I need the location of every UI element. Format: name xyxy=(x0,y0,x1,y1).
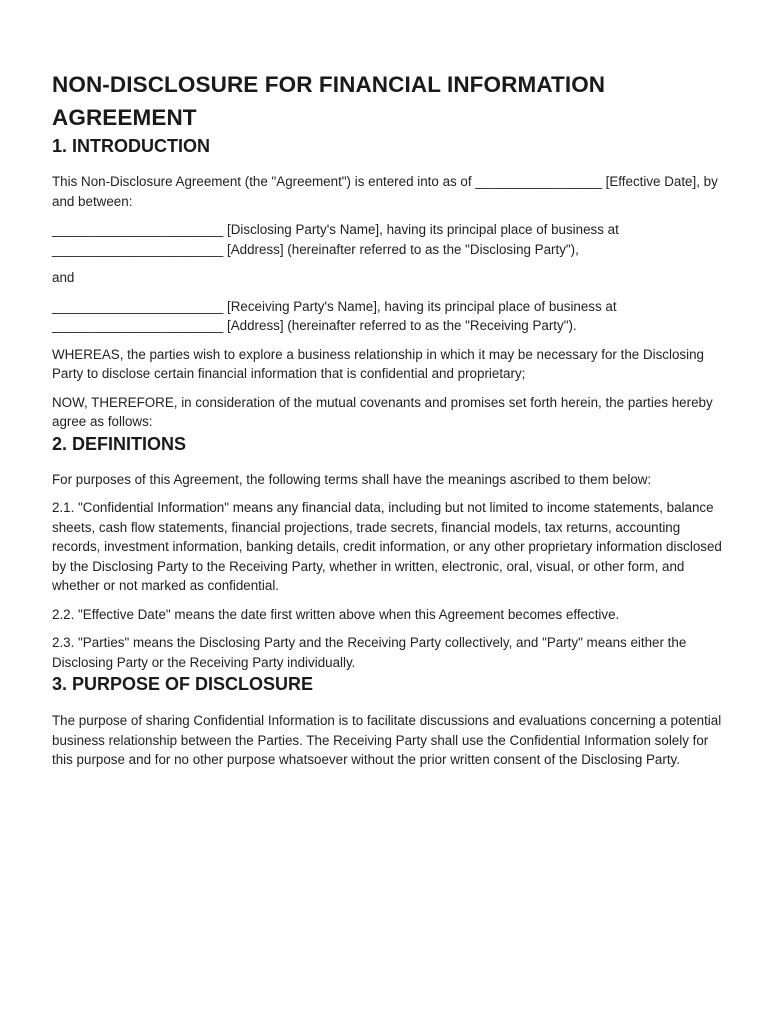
definition-effective-date: 2.2. "Effective Date" means the date first written above when this Agreement becomes effective. xyxy=(52,606,620,622)
definition-confidential-information: 2.1. "Confidential Information" means any financial data, including but not limited to income statements, balance sheets, cash flow statements, financial projections, trade secrets, financial models, tax returns, accounting records, investment information, banking details, credit information, or any other proprietary information disclosed by the Disclosing Party to the Receiving Party, whether in written, electronic, oral, visual, or other form, and whether or not marked as confidential. xyxy=(52,500,722,593)
intro-paragraph-effective-date: This Non-Disclosure Agreement (the "Agreement") is entered into as of _________________ [Effective Date], by and between: xyxy=(52,174,718,209)
document-body xyxy=(52,68,724,770)
section-heading-definitions: 2. DEFINITIONS xyxy=(52,433,187,454)
intro-paragraph-and: and xyxy=(52,270,75,285)
intro-paragraph-receiving-party: _______________________ [Receiving Party's Name], having its principal place of business at _______________________ [Address] (hereinafter referred to as the "Receiving Party"). xyxy=(52,298,617,333)
intro-paragraph-disclosing-party: _______________________ [Disclosing Party's Name], having its principal place of business at _______________________ [Address] (hereinafter referred to as the "Disclosing Party"), xyxy=(52,222,619,257)
intro-paragraph-now-therefore: NOW, THEREFORE, in consideration of the mutual covenants and promises set forth herein, the parties hereby agree as follows: xyxy=(52,394,713,429)
definitions-paragraph-intro: For purposes of this Agreement, the following terms shall have the meanings ascribed to them below: xyxy=(52,471,652,487)
section-heading-purpose: 3. PURPOSE OF DISCLOSURE xyxy=(52,674,314,694)
purpose-paragraph: The purpose of sharing Confidential Information is to facilitate discussions and evaluations concerning a potential business relationship between the Parties. The Receiving Party shall use the Confidential Information solely for this purpose and for no other purpose whatsoever without the prior written consent of the Disclosing Party. xyxy=(52,713,722,767)
definition-parties: 2.3. "Parties" means the Disclosing Party and the Receiving Party collectively, and "Party" means either the Disclosing Party or the Receiving Party individually. xyxy=(52,635,687,670)
document-title: NON-DISCLOSURE FOR FINANCIAL INFORMATION AGREEMENT xyxy=(52,72,606,130)
section-heading-introduction: 1. INTRODUCTION xyxy=(52,136,211,156)
intro-paragraph-whereas: WHEREAS, the parties wish to explore a business relationship in which it may be necessary for the Disclosing Party to disclose certain financial information that is confidential and proprietary; xyxy=(52,346,704,381)
